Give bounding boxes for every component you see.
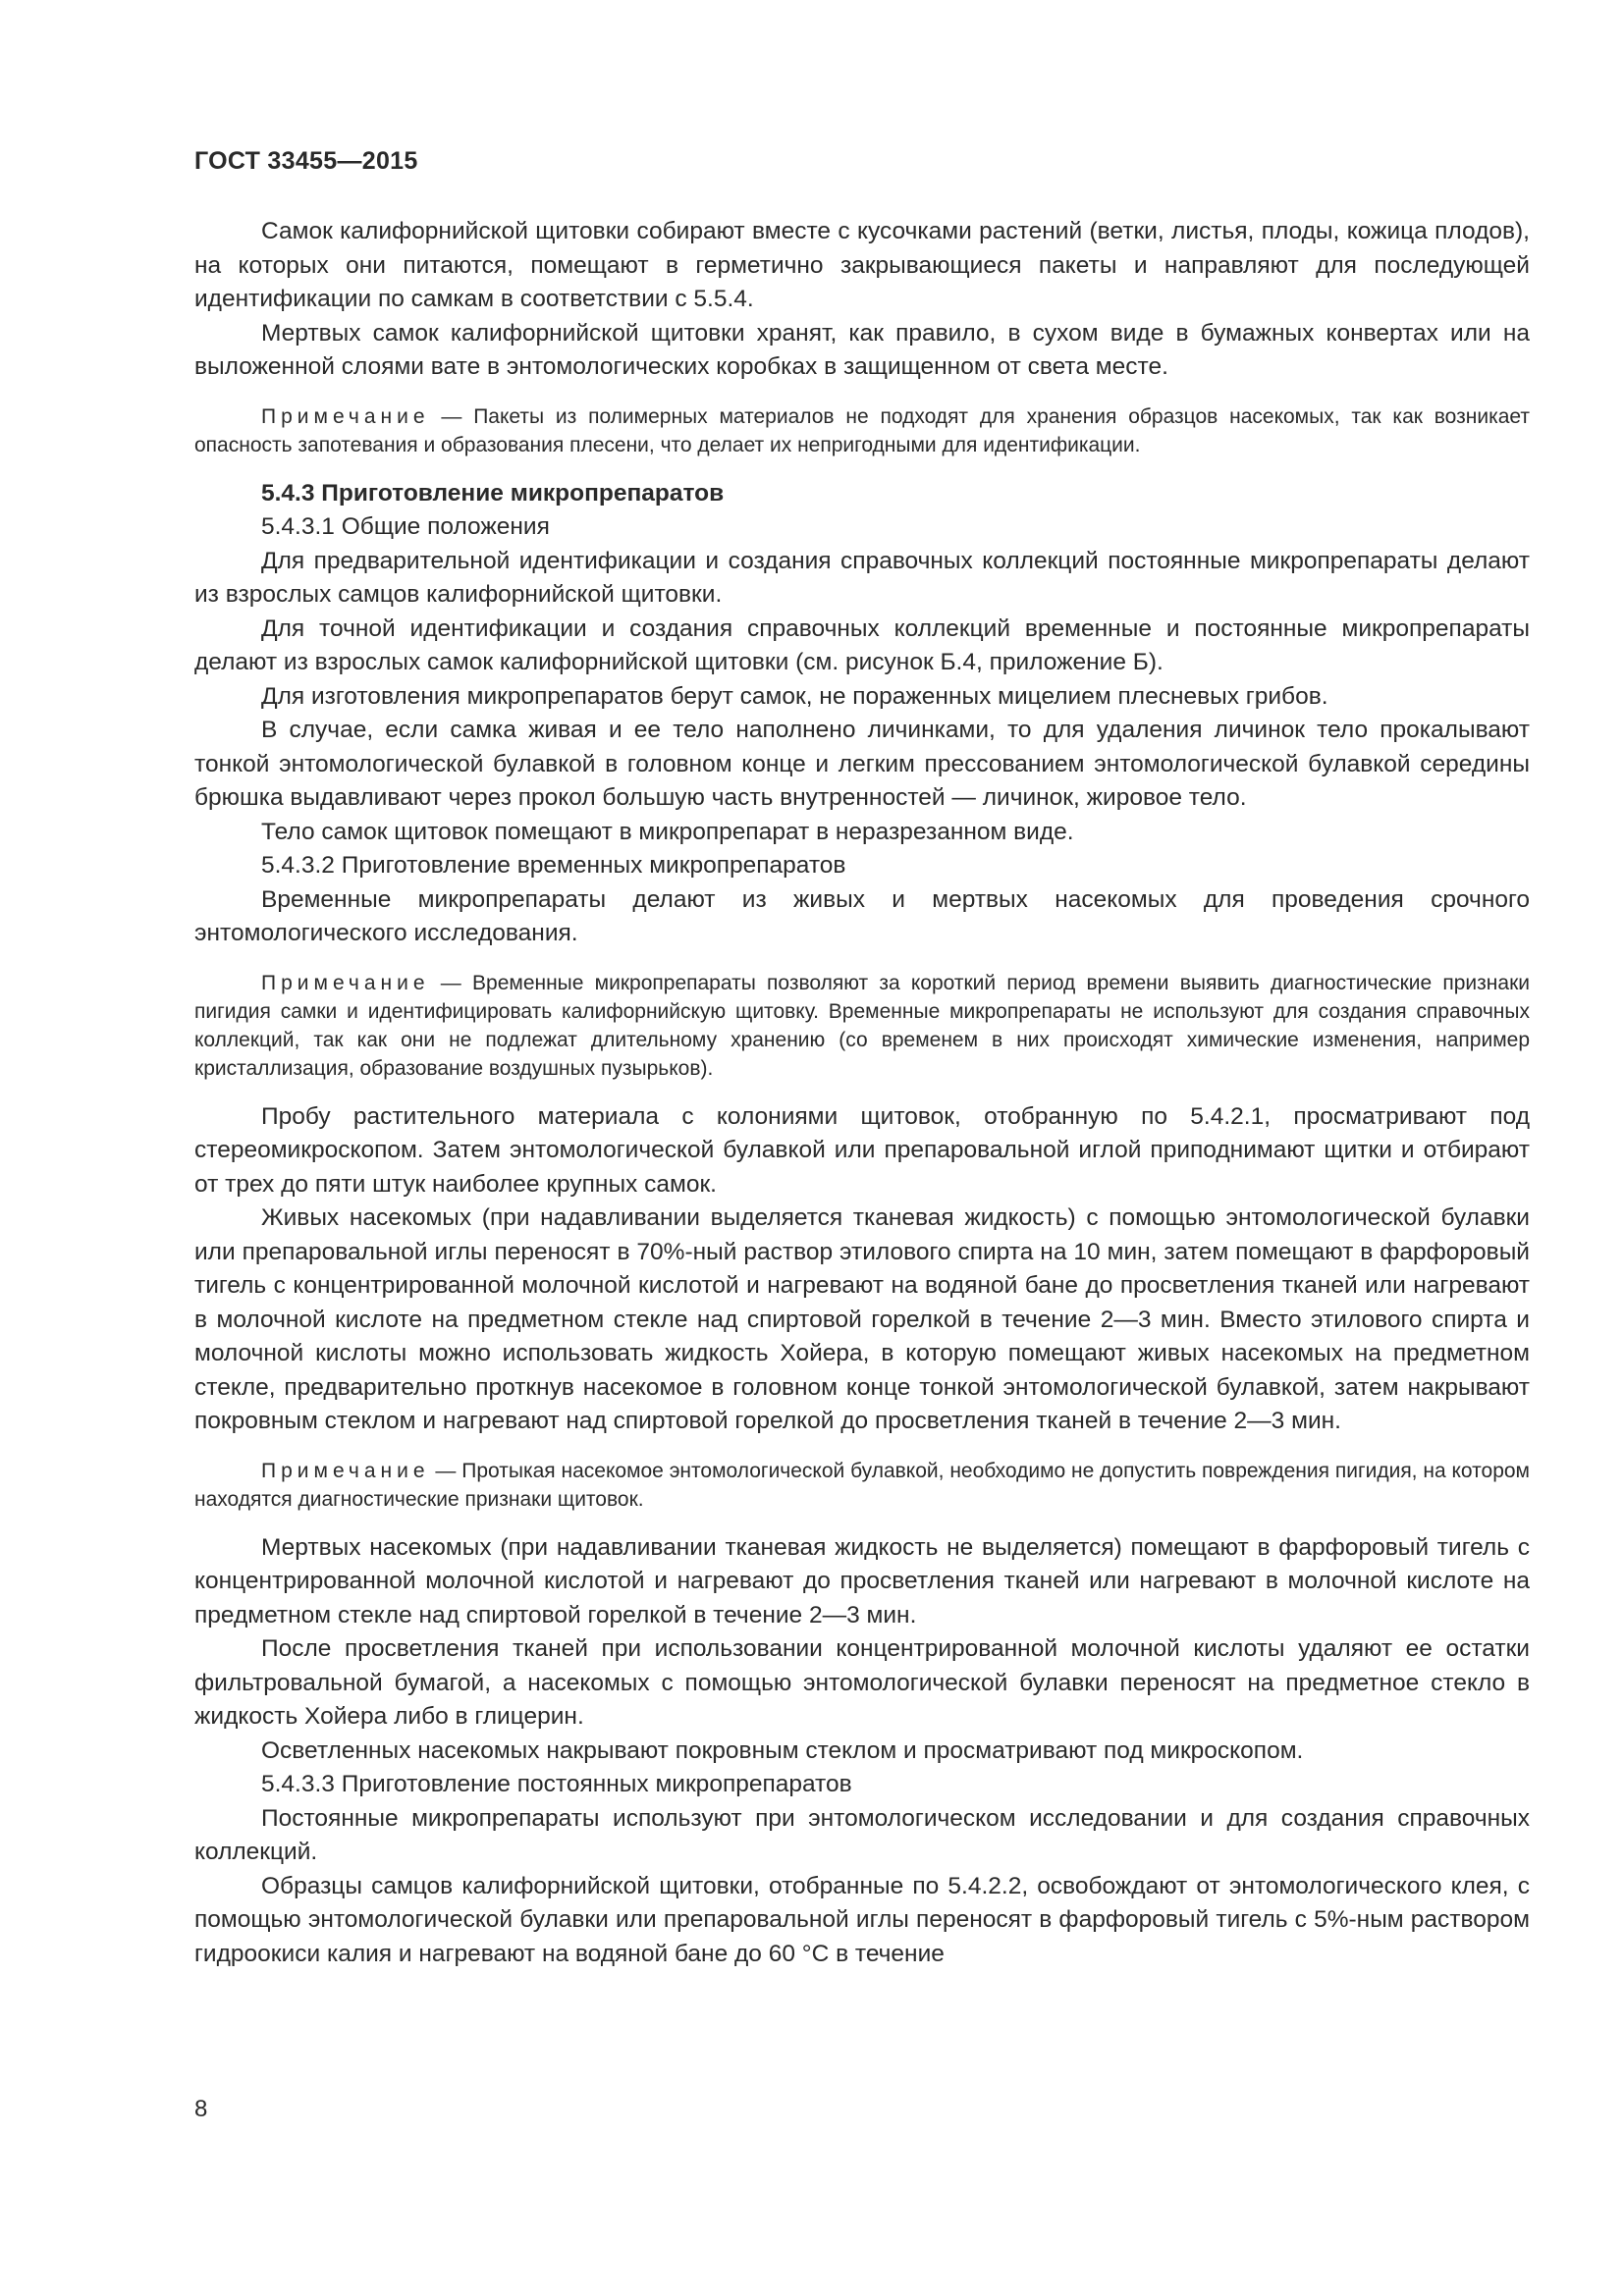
body-paragraph: Тело самок щитовок помещают в микропрепарат в неразрезанном виде.: [261, 818, 1074, 845]
body-paragraph: Для изготовления микропрепаратов берут самок, не пораженных мицелием плесневых грибов.: [261, 682, 1328, 710]
section-heading: 5.4.3 Приготовление микропрепаратов: [261, 479, 725, 507]
note-label: Примечание: [261, 1459, 430, 1482]
page-number: 8: [194, 2096, 208, 2122]
body-paragraph: 5.4.3.2 Приготовление временных микропрепаратов: [261, 852, 846, 879]
note-paragraph: [194, 969, 1530, 1083]
body-paragraph: Временные микропрепараты делают из живых и мертвых насекомых для проведения срочного энтомологического исследования.: [194, 885, 1530, 946]
body-paragraph: Мертвых насекомых (при надавливании тканевая жидкость не выделяется) помещают в фарфоровый тигель с концентрированной молочной кислотой и нагревают до просветления тканей или нагревают в молочной кислоте на предметном стекле над спиртовой горелкой в течение 2—3 мин.: [194, 1533, 1530, 1629]
body-paragraph: После просветления тканей при использовании концентрированной молочной кислоты удаляют ее остатки фильтровальной бумагой, а насекомых с помощью энтомологической булавки переносят на предметное стекло в жидкость Хойера либо в глицерин.: [194, 1635, 1530, 1730]
body-paragraph: Постоянные микропрепараты используют при энтомологическом исследовании и для создания справочных коллекций.: [194, 1804, 1530, 1865]
note-label: Примечание: [261, 971, 430, 994]
document-body: [194, 215, 1530, 1971]
body-paragraph: Образцы самцов калифорнийской щитовки, отобранные по 5.4.2.2, освобождают от энтомологического клея, с помощью энтомологической булавки или препаровальной иглы переносят в фарфоровый тигель с 5%-ным раствором гидроокиси калия и нагревают на водяной бане до 60 °С в течение: [194, 1872, 1530, 1967]
body-paragraph: Пробу растительного материала с колониями щитовок, отобранную по 5.4.2.1, просматривают под стереомикроскопом. Затем энтомологической булавкой или препаровальной иглой приподнимают щитки и отбирают от трех до пяти штук наиболее крупных самок.: [194, 1102, 1530, 1198]
document-page: [194, 147, 1530, 1971]
body-paragraph: 5.4.3.3 Приготовление постоянных микропрепаратов: [261, 1771, 852, 1797]
note-text: — Пакеты из полимерных материалов не подходят для хранения образцов насекомых, так как возникает опасность запотевания и образования плесени, что делает их непригодными для идентификации.: [194, 404, 1530, 456]
note-text: — Протыкая насекомое энтомологической булавкой, необходимо не допустить повреждения пигидия, на котором находятся диагностические признаки щитовок.: [194, 1459, 1530, 1511]
body-paragraph: Самок калифорнийской щитовки собирают вместе с кусочками растений (ветки, листья, плоды, кожица плодов), на которых они питаются, помещают в герметично закрывающиеся пакеты и направляют для последующей идентификации по самкам в соответствии с 5.5.4.: [194, 218, 1530, 312]
note-paragraph: [194, 1457, 1530, 1514]
body-paragraph: Осветленных насекомых накрывают покровным стеклом и просматривают под микроскопом.: [261, 1736, 1304, 1764]
body-paragraph: Для точной идентификации и создания справочных коллекций временные и постоянные микропрепараты делают из взрослых самок калифорнийской щитовки (см. рисунок Б.4, приложение Б).: [194, 614, 1530, 675]
body-paragraph: 5.4.3.1 Общие положения: [261, 513, 550, 540]
body-paragraph: В случае, если самка живая и ее тело наполнено личинками, то для удаления личинок тело прокалывают тонкой энтомологической булавкой в головном конце и легким прессованием энтомологической булавкой середины брюшка выдавливают через прокол большую часть внутренностей — личинок, жировое тело.: [194, 717, 1530, 811]
document-header: ГОСТ 33455—2015: [194, 147, 418, 175]
body-paragraph: Живых насекомых (при надавливании выделяется тканевая жидкость) с помощью энтомологической булавки или препаровальной иглы переносят в 70%-ный раствор этилового спирта на 10 мин, затем помещают в фарфоровый тигель с концентрированной молочной кислотой и нагревают на водяной бане до просветления тканей или нагревают в молочной кислоте на предметном стекле над спиртовой горелкой в течение 2—3 мин. Вместо этилового спирта и молочной кислоты можно использовать жидкость Хойера, в которую помещают живых насекомых на предметном стекле, предварительно проткнув насекомое в головном конце тонкой энтомологической булавкой, затем накрывают покровным стеклом и нагревают над спиртовой горелкой до просветления тканей в течение 2—3 мин.: [194, 1204, 1530, 1434]
note-text: — Временные микропрепараты позволяют за короткий период времени выявить диагностические признаки пигидия самки и идентифицировать калифорнийскую щитовку. Временные микропрепараты не используют для создания справочных коллекций, так как они не подлежат длительному хранению (со временем в них происходят химические изменения, например кристаллизация, образование воздушных пузырьков).: [194, 971, 1530, 1080]
body-paragraph: Для предварительной идентификации и создания справочных коллекций постоянные микропрепараты делают из взрослых самцов калифорнийской щитовки.: [194, 547, 1530, 608]
note-paragraph: [194, 402, 1530, 459]
body-paragraph: Мертвых самок калифорнийской щитовки хранят, как правило, в сухом виде в бумажных конвертах или на выложенной слоями вате в энтомологических коробках в защищенном от света месте.: [194, 319, 1530, 380]
note-label: Примечание: [261, 404, 430, 428]
